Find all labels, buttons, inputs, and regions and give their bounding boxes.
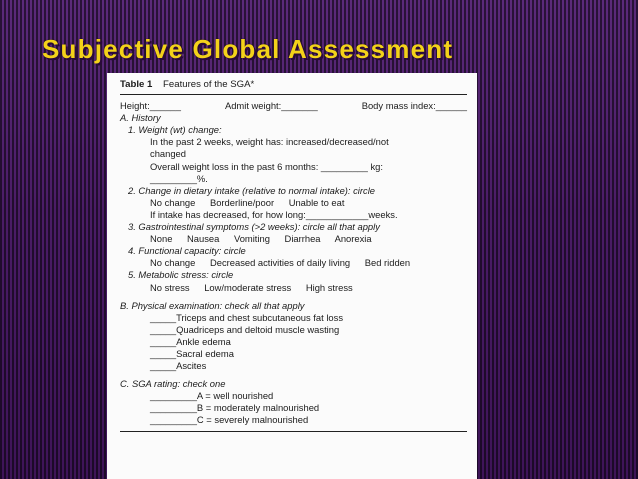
metabolic-stress-options: [120, 282, 467, 294]
metabolic-stress-title: 5. Metabolic stress: circle: [128, 269, 234, 281]
functional-capacity-title: 4. Functional capacity: circle: [128, 245, 246, 257]
physical-exam-item: _____Ascites: [150, 360, 207, 372]
physical-exam-item: _____Quadriceps and deltoid muscle wasting: [150, 323, 340, 335]
table-title: Features of the SGA*: [163, 79, 255, 90]
slide-title: Subjective Global Assessment: [42, 34, 454, 64]
weight-change-line-3: Overall weight loss in the past 6 months: _________ kg:: [150, 160, 383, 172]
gi-option: Diarrhea: [284, 233, 321, 245]
metabolic-option: High stress: [305, 281, 353, 293]
sga-table-image: [107, 73, 477, 479]
header-fields-row: [120, 100, 467, 112]
gi-option: Nausea: [187, 233, 220, 245]
dietary-option: Unable to eat: [288, 196, 345, 208]
metabolic-option: Low/moderate stress: [204, 281, 292, 293]
weight-change-line-4: _________%.: [150, 172, 208, 184]
gi-symptoms-title: 3. Gastrointestinal symptoms (>2 weeks): circle all that apply: [128, 221, 380, 233]
admit-weight-field: Admit weight:_______: [224, 100, 318, 112]
functional-option: Decreased activities of daily living: [209, 257, 351, 269]
weight-change-line-2: changed: [150, 148, 186, 160]
gi-symptoms-options: [120, 233, 467, 245]
physical-exam-item: _____Ankle edema: [150, 335, 231, 347]
physical-exam-item: _____Triceps and chest subcutaneous fat loss: [150, 311, 344, 323]
bmi-field: Body mass index:______: [361, 100, 467, 112]
sga-rating-item: _________C = severely malnourished: [150, 414, 309, 426]
dietary-option: No change: [150, 196, 196, 208]
functional-option: No change: [150, 257, 196, 269]
metabolic-option: No stress: [150, 281, 190, 293]
dietary-intake-title: 2. Change in dietary intake (relative to normal intake): circle: [128, 184, 375, 196]
intake-duration-line: If intake has decreased, for how long:____________weeks.: [150, 208, 398, 220]
sga-rating-heading: C. SGA rating: check one: [120, 378, 226, 390]
functional-capacity-options: [120, 257, 467, 269]
table-number: Table 1: [120, 79, 153, 90]
history-heading: A. History: [120, 112, 161, 124]
table-bottom-rule: [120, 431, 467, 432]
weight-change-line-1: In the past 2 weeks, weight has: increased/decreased/not: [150, 136, 389, 148]
table-top-rule: [120, 94, 467, 95]
dietary-intake-options: [120, 197, 467, 209]
table-caption: [120, 79, 467, 91]
height-field: Height:______: [120, 100, 181, 112]
sga-rating-item: _________A = well nourished: [150, 390, 274, 402]
dietary-option: Borderline/poor: [209, 196, 275, 208]
physical-exam-heading: B. Physical examination: check all that apply: [120, 299, 305, 311]
functional-option: Bed ridden: [364, 257, 411, 269]
physical-exam-item: _____Sacral edema: [150, 347, 234, 359]
gi-option: Anorexia: [334, 233, 372, 245]
sga-rating-item: _________B = moderately malnourished: [150, 402, 320, 414]
weight-change-title: 1. Weight (wt) change:: [128, 124, 222, 136]
gi-option: None: [150, 233, 173, 245]
gi-option: Vomiting: [233, 233, 270, 245]
